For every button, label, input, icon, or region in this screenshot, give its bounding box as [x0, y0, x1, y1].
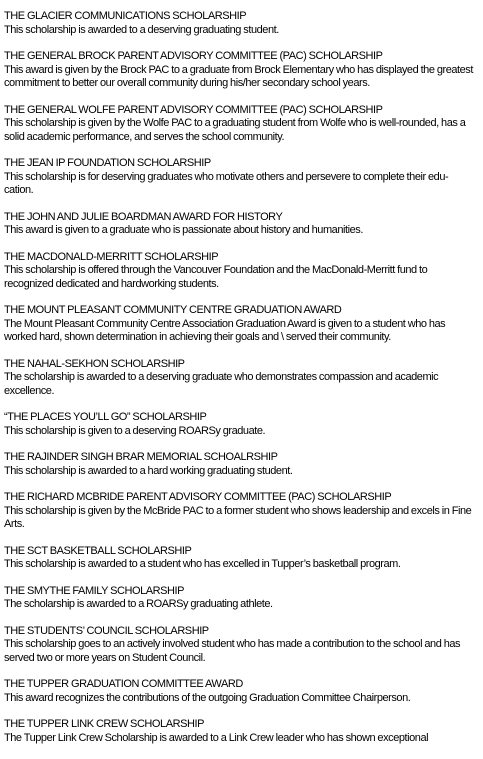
scholarship-description: This award is given by the Brock PAC to a graduate from Brock Elementary who has displayed the greatest commitment to better our overall community during his/her secondary school years.	[4, 63, 473, 89]
scholarship-description: This award is given to a graduate who is passionate about history and humanities.	[4, 224, 363, 236]
scholarship-entry	[4, 304, 474, 345]
scholarship-entry	[4, 585, 474, 612]
scholarship-title: THE GLACIER COMMUNICATIONS SCHOLARSHIP	[4, 10, 247, 22]
scholarship-entry	[4, 251, 474, 292]
scholarship-description: This scholarship is for deserving graduates who motivate others and persevere to complete their edu-cation.	[4, 170, 449, 196]
scholarship-entry	[4, 625, 474, 666]
scholarship-title: THE SMYTHE FAMILY SCHOLARSHIP	[4, 584, 185, 597]
scholarship-entry	[4, 491, 474, 532]
scholarship-description: This scholarship is awarded to a deserving graduating student.	[4, 23, 279, 36]
scholarship-description: The scholarship is awarded to a deserving graduate who demonstrates compassion and academic excellence.	[4, 371, 439, 397]
scholarship-title: THE GENERAL BROCK PARENT ADVISORY COMMITTEE (PAC) SCHOLARSHIP	[4, 50, 383, 62]
scholarship-title: THE SCT BASKETBALL SCHOLARSHIP	[4, 544, 192, 557]
scholarship-description: The Tupper Link Crew Scholarship is awarded to a Link Crew leader who has shown exceptional	[4, 731, 429, 744]
scholarship-entry	[4, 718, 474, 745]
scholarship-entry	[4, 211, 474, 238]
scholarship-title: THE STUDENTS’ COUNCIL SCHOLARSHIP	[4, 624, 209, 637]
scholarship-title: THE RAJINDER SINGH BRAR MEMORIAL SCHOALRSHIP	[4, 451, 278, 463]
scholarship-title: THE GENERAL WOLFE PARENT ADVISORY COMMITTEE (PAC) SCHOLARSHIP	[4, 103, 383, 116]
scholarship-entry	[4, 451, 474, 478]
scholarship-entry	[4, 358, 474, 399]
scholarship-title: THE NAHAL-SEKHON SCHOLARSHIP	[4, 357, 185, 370]
scholarship-description: This scholarship is offered through the Vancouver Foundation and the MacDonald-Merritt fund to recognized dedicated and hardworking students.	[4, 264, 428, 290]
scholarship-description: The Mount Pleasant Community Centre Association Graduation Award is given to a student who has worked hard, shown determination in achieving their goals and \ served their community.	[4, 317, 446, 343]
scholarship-entry	[4, 104, 474, 145]
scholarship-entry	[4, 157, 474, 198]
scholarship-title: THE TUPPER GRADUATION COMMITTEE AWARD	[4, 678, 243, 690]
scholarship-list	[4, 10, 474, 758]
scholarship-title: THE RICHARD MCBRIDE PARENT ADVISORY COMMITTEE (PAC) SCHOLARSHIP	[4, 491, 392, 503]
scholarship-description: The scholarship is awarded to a ROARSy graduating athlete.	[4, 598, 273, 610]
scholarship-description: This scholarship is awarded to a hard working graduating student.	[4, 464, 293, 477]
scholarship-description: This scholarship goes to an actively involved student who has made a contribution to the school and has served two or more years on Student Council.	[4, 638, 461, 664]
scholarship-entry	[4, 10, 474, 37]
scholarship-title: THE TUPPER LINK CREW SCHOLARSHIP	[4, 718, 204, 730]
scholarship-title: THE MACDONALD-MERRITT SCHOLARSHIP	[4, 250, 219, 263]
scholarship-entry	[4, 411, 474, 438]
scholarship-entry	[4, 545, 474, 572]
scholarship-title: THE JEAN IP FOUNDATION SCHOLARSHIP	[4, 157, 211, 169]
scholarship-title: THE JOHN AND JULIE BOARDMAN AWARD FOR HISTORY	[4, 210, 283, 223]
scholarship-description: This scholarship is awarded to a student who has excelled in Tupper’s basketball program.	[4, 558, 401, 570]
scholarship-description: This scholarship is given by the Wolfe PAC to a graduating student from Wolfe who is well-rounded, has a solid academic performance, and serves the school community.	[4, 117, 466, 143]
scholarship-description: This award recognizes the contributions of the outgoing Graduation Committee Chairperson.	[4, 691, 411, 704]
scholarship-description: This scholarship is given to a deserving ROARSy graduate.	[4, 424, 266, 437]
scholarship-title: THE MOUNT PLEASANT COMMUNITY CENTRE GRADUATION AWARD	[4, 304, 342, 316]
scholarship-description: This scholarship is given by the McBride PAC to a former student who shows leadership and excels in Fine Arts.	[4, 504, 472, 530]
scholarship-entry	[4, 50, 474, 91]
scholarship-entry	[4, 678, 474, 705]
scholarship-title: “THE PLACES YOU’LL GO” SCHOLARSHIP	[4, 411, 207, 423]
